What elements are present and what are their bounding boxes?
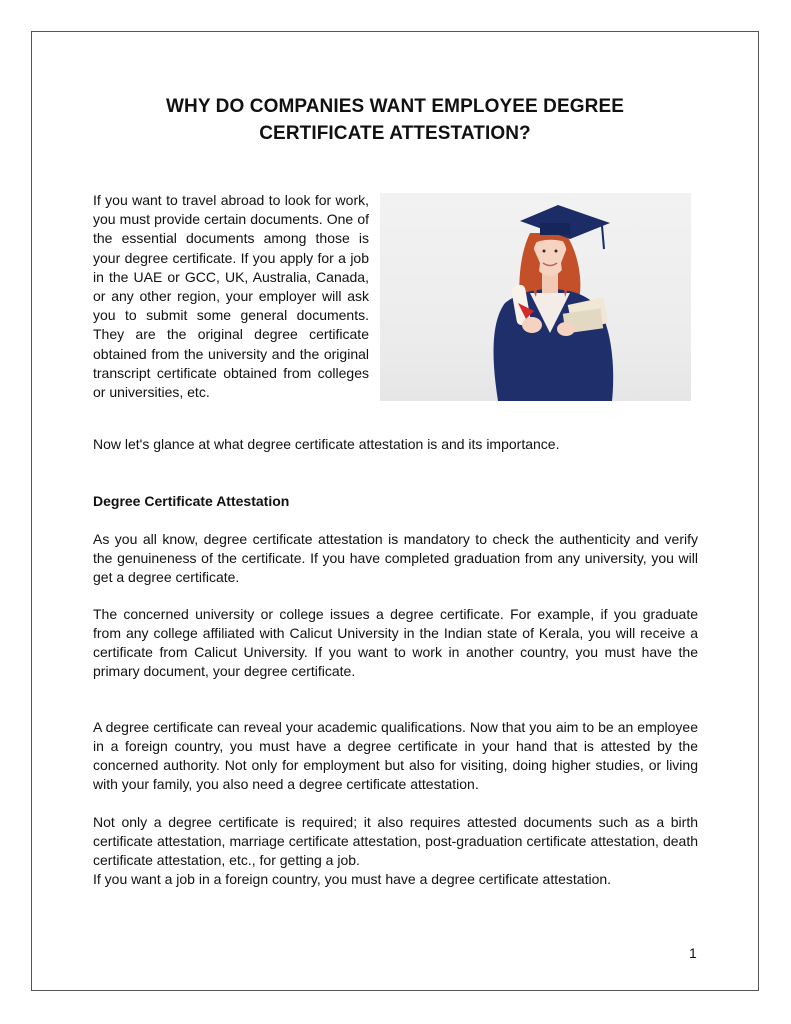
document-title xyxy=(60,93,730,147)
lead-paragraph: Now let's glance at what degree certificate attestation is and its importance. xyxy=(93,436,560,452)
paragraph-3: A degree certificate can reveal your academic qualifications. Now that you aim to be an employee in a foreign country, you must have a degree certificate in your hand that is attested by the concerned authority. Not only for employment but also for visiting, doing higher studies, or living with your family, you also need a degree certificate attestation. xyxy=(93,719,698,792)
section-heading: Degree Certificate Attestation xyxy=(93,493,290,509)
paragraph-4: Not only a degree certificate is required; it also requires attested documents such as a birth certificate attestation, marriage certificate attestation, post-graduation certificate attestation, death certificate attestation, etc., for getting a job. xyxy=(93,814,698,868)
title-line-2: CERTIFICATE ATTESTATION? xyxy=(259,123,531,144)
paragraph-2: The concerned university or college issues a degree certificate. For example, if you graduate from any college affiliated with Calicut University in the Indian state of Kerala, you will receive a certificate from Calicut University. If you want to work in another country, you must have the primary document, your degree certificate. xyxy=(93,606,698,679)
graduate-photo xyxy=(380,193,691,401)
paragraph-1: As you all know, degree certificate attestation is mandatory to check the authenticity and verify the genuineness of the certificate. If you have completed graduation from any university, you will get a degree certificate. xyxy=(93,531,698,585)
page-number: 1 xyxy=(689,945,697,961)
intro-paragraph: If you want to travel abroad to look for work, you must provide certain documents. One of the essential documents among those is your degree certificate. If you apply for a job in the UAE or GCC, UK, Australia, Canada, or any other region, your employer will ask you to submit some general documents. They are the original degree certificate obtained from the university and the original transcript certificate obtained from colleges or universities, etc. xyxy=(93,192,369,401)
paragraph-5: If you want a job in a foreign country, you must have a degree certificate attestation. xyxy=(93,871,612,887)
title-line-1: WHY DO COMPANIES WANT EMPLOYEE DEGREE xyxy=(166,96,624,117)
